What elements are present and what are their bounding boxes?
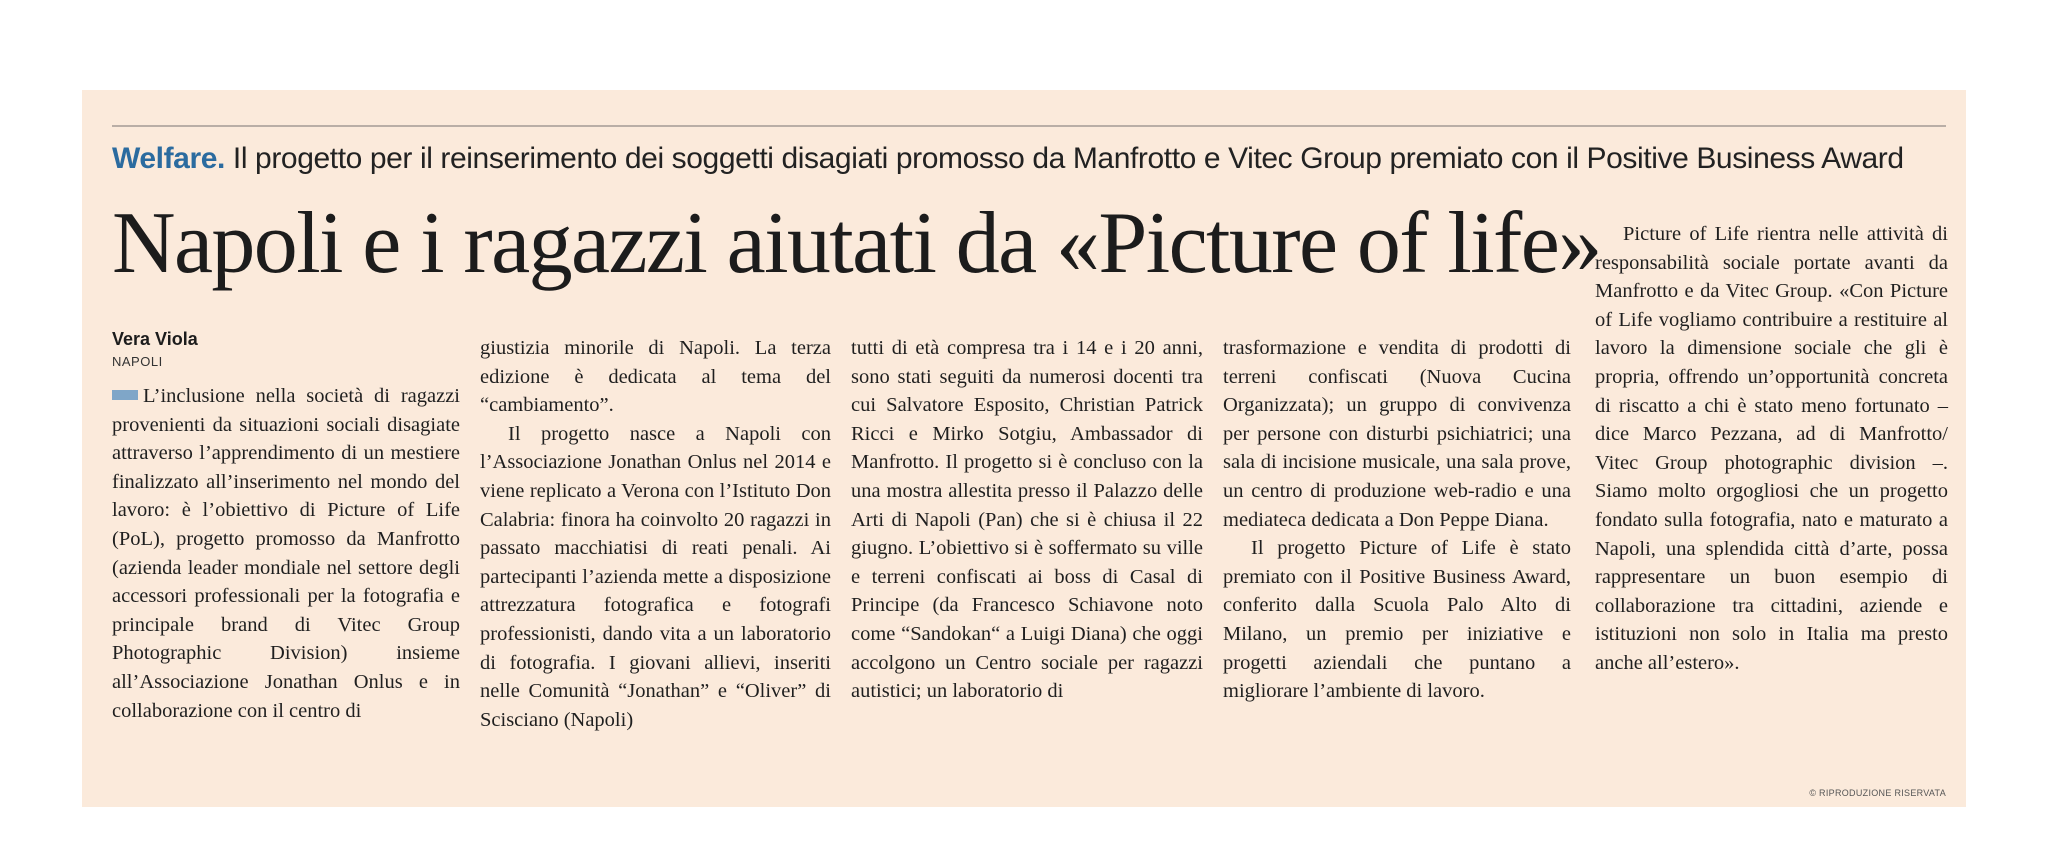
lead-marker-icon xyxy=(112,390,138,400)
paragraph: trasformazione e vendita di prodotti di terreni confiscati (Nuova Cucina Organizzata); un gruppo di convivenza per persone con disturbi psichiatrici; una sala di incisione musicale, una sala prove, un centro di produzione web-radio e una mediateca dedicata a Don Peppe Diana. xyxy=(1223,337,1571,531)
column-5 xyxy=(1595,220,1948,678)
kicker-text: Il progetto per il reinserimento dei soggetti disagiati promosso da Manfrotto e Vitec Group premiato con il Positive Business Award xyxy=(232,142,1904,175)
column-2 xyxy=(480,334,831,734)
section-tag: Welfare. xyxy=(112,142,225,175)
paragraph-text: L’inclusione nella società di ragazzi provenienti da situazioni sociali disagiate attraverso l’apprendimento di un mestiere finalizzato all’inserimento nel mondo del lavoro: è l’obiettivo di Picture of Life (PoL), progetto promosso da Manfrotto (azienda leader mondiale nel settore degli accessori professionali per la fotografia e principale brand di Vitec Group Photographic Division) insieme all’Associazione Jonathan Onlus e in collaborazione con il centro di xyxy=(112,385,460,722)
paragraph: giustizia minorile di Napoli. La terza edizione è dedicata al tema del “cambiamento”. xyxy=(480,337,831,417)
kicker xyxy=(112,139,1962,179)
top-rule xyxy=(112,125,1946,127)
paragraph: Il progetto Picture of Life è stato premiato con il Positive Business Award, conferito dalla Scuola Palo Alto di Milano, un premio per iniziative e progetti aziendali che puntano a migliorare l’ambiente di lavoro. xyxy=(1223,537,1571,703)
dateline-city: NAPOLI xyxy=(112,354,163,369)
column-3 xyxy=(851,334,1203,706)
paragraph: Il progetto nasce a Napoli con l’Associazione Jonathan Onlus nel 2014 e viene replicato a Verona con l’Istituto Don Calabria: finora ha coinvolto 20 ragazzi in passato macchiatisi di reati penali. Ai partecipanti l’azienda mette a disposizione attrezzatura fotografica e fotografi professionisti, dando vita a un laboratorio di fotografia. I giovani allievi, inseriti nelle Comunità “Jonathan” e “Oliver” di Scisciano (Napoli) xyxy=(480,422,831,731)
paragraph: tutti di età compresa tra i 14 e i 20 anni, sono stati seguiti da numerosi docenti tra cui Salvatore Esposito, Christian Patrick Ricci e Mirko Sotgiu, Ambassador di Manfrotto. Il progetto si è concluso con la una mostra allestita presso il Palazzo delle Arti di Napoli (Pan) che si è chiusa il 22 giugno. L’obiettivo si è soffermato su ville e terreni confiscati ai boss di Casal di Principe (da Francesco Schiavone noto come “Sandokan“ a Luigi Diana) che oggi accolgono un Centro sociale per ragazzi autistici; un laboratorio di xyxy=(851,337,1203,703)
headline: Napoli e i ragazzi aiutati da «Picture of life» xyxy=(112,195,1601,292)
byline xyxy=(112,327,198,373)
paragraph: Picture of Life rientra nelle attività di responsabilità sociale portate avanti da Manfrotto e da Vitec Group. «Con Picture of Life vogliamo contribuire a restituire al lavoro la dimensione sociale che gli è propria, offrendo un’opportunità concreta di riscatto a chi è stato meno fortunato – dice Marco Pezzana, ad di Manfrotto/ Vitec Group photographic division –. Siamo molto orgogliosi che un progetto fondato sulla fotografia, nato e maturato a Napoli, una splendida città d’arte, possa rappresentare un buon esempio di collaborazione tra cittadini, aziende e istituzioni non solo in Italia ma presto anche all’estero». xyxy=(1595,223,1948,674)
paragraph xyxy=(112,382,460,725)
author-name: Vera Viola xyxy=(112,329,198,349)
copyright-notice: © RIPRODUZIONE RISERVATA xyxy=(1809,788,1946,798)
column-4 xyxy=(1223,334,1571,706)
column-1 xyxy=(112,382,460,725)
